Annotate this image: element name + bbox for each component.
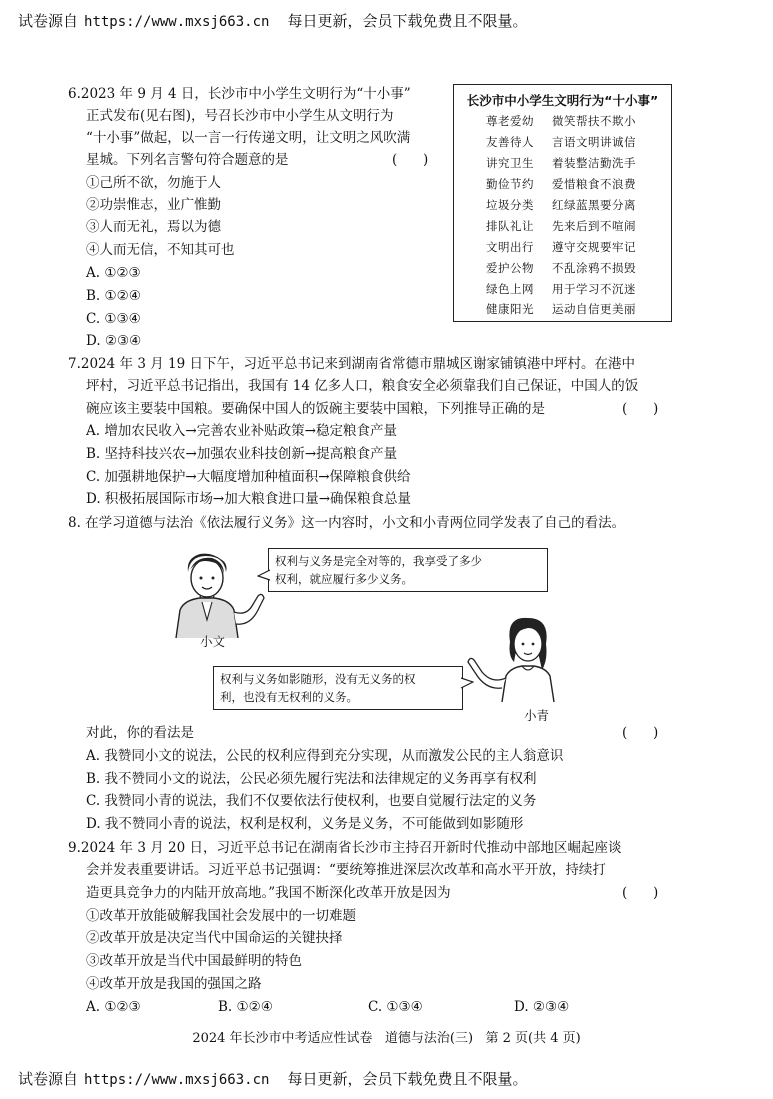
xiaoqing-bubble-tail	[460, 676, 474, 690]
box-row: 绿色上网 用于学习不沉迷	[486, 282, 636, 296]
q9-item-2: ②改革开放是决定当代中国命运的关键抉择	[86, 930, 343, 946]
q9-item-4: ④改革开放是我国的强国之路	[86, 976, 262, 992]
box-row: 勤俭节约 爱惜粮食不浪费	[486, 177, 636, 191]
xiaowen-name: 小文	[200, 634, 226, 649]
q6-item-4: ④人而无信，不知其可也	[86, 242, 235, 258]
xiaowen-speech-bubble	[268, 548, 548, 592]
q6-option-b[interactable]: B. ①②④	[86, 288, 141, 304]
q9-option-c[interactable]: C. ①③④	[368, 999, 423, 1015]
q6-option-c[interactable]: C. ①③④	[86, 311, 141, 327]
source-banner-top	[18, 10, 527, 31]
q9-option-d[interactable]: D. ②③④	[514, 999, 570, 1015]
q9-item-3: ③改革开放是当代中国最鲜明的特色	[86, 953, 302, 969]
q7-line-3: 碗应该主要装中国粮。要确保中国人的饭碗主要装中国粮，下列推导正确的是	[86, 401, 545, 417]
q8-option-c[interactable]: C. 我赞同小青的说法，我们不仅要依法行使权利，也要自觉履行法定的义务	[86, 793, 537, 809]
source-url[interactable]: https://www.mxsj663.cn	[84, 1072, 270, 1088]
q7-answer-paren[interactable]: ( )	[622, 401, 659, 417]
xiaoqing-bubble-line: 利，也没有无权利的义务。	[220, 690, 358, 704]
q9-line-2: 会并发表重要讲话。习近平总书记强调：“要统筹推进深层次改革和高水平开放，持续打	[86, 862, 606, 878]
xiaoqing-illustration	[462, 612, 577, 704]
box-row: 友善待人 言语文明讲诚信	[486, 135, 636, 149]
source-banner-bottom	[18, 1068, 527, 1089]
q9-option-a[interactable]: A. ①②③	[86, 999, 141, 1015]
q6-line-3: “十小事”做起，以一言一行传递文明，让文明之风吹满	[86, 130, 411, 146]
q6-item-2: ②功崇惟志，业广惟勤	[86, 197, 221, 213]
source-url[interactable]: https://www.mxsj663.cn	[84, 14, 270, 30]
q6-option-d[interactable]: D. ②③④	[86, 333, 142, 349]
q9-item-1: ①改革开放能破解我国社会发展中的一切难题	[86, 908, 356, 924]
q8-answer-paren[interactable]: ( )	[622, 725, 659, 741]
q6-answer-paren[interactable]: ( )	[392, 152, 429, 168]
q7-option-d[interactable]: D. 积极拓展国际市场→加大粮食进口量→确保粮食总量	[86, 491, 412, 507]
box-row: 尊老爱幼 微笑帮扶不欺小	[486, 114, 636, 128]
xiaowen-bubble-tail	[257, 568, 271, 582]
q7-line-1: 7.2024 年 3 月 19 日下午，习近平总书记来到湖南省常德市鼎城区谢家铺镇港中坪村。在港中	[68, 356, 635, 372]
xiaowen-bubble-line: 权利，就应履行多少义务。	[275, 572, 413, 586]
box-row: 文明出行 遵守交规要牢记	[486, 240, 636, 254]
box-title: 长沙市中小学生文明行为“十小事”	[466, 93, 659, 108]
q6-item-1: ①己所不欲，勿施于人	[86, 175, 221, 191]
ten-small-things-box	[453, 84, 672, 322]
q7-line-2: 坪村，习近平总书记指出，我国有 14 亿多人口，粮食安全必须靠我们自己保证，中国人的饭	[86, 378, 639, 394]
source-prefix: 试卷源自	[18, 12, 79, 30]
q6-option-a[interactable]: A. ①②③	[86, 265, 141, 281]
q8-option-a[interactable]: A. 我赞同小文的说法，公民的权利应得到充分实现，从而激发公民的主人翁意识	[86, 748, 564, 764]
q7-option-b[interactable]: B. 坚持科技兴农→加强农业科技创新→提高粮食产量	[86, 446, 398, 462]
xiaoqing-bubble-line: 权利与义务如影随形，没有无义务的权	[220, 672, 416, 686]
q6-line-4: 星城。下列名言警句符合题意的是	[86, 152, 289, 168]
xiaowen-illustration	[150, 550, 275, 640]
page-footer: 2024 年长沙市中考适应性试卷 道德与法治(三) 第 2 页(共 4 页)	[192, 1031, 581, 1046]
q8-intro: 8. 在学习道德与法治《依法履行义务》这一内容时，小文和小青两位同学发表了自己的看法。	[68, 515, 626, 531]
q6-line-1: 6.2023 年 9 月 4 日，长沙市中小学生文明行为“十小事”	[68, 86, 411, 102]
xiaowen-bubble-line: 权利与义务是完全对等的，我享受了多少	[275, 554, 482, 568]
box-row: 垃圾分类 红绿蓝黑要分离	[486, 198, 636, 212]
source-prefix: 试卷源自	[18, 1070, 79, 1088]
q7-option-a[interactable]: A. 增加农民收入→完善农业补贴政策→稳定粮食产量	[86, 423, 397, 439]
xiaoqing-name: 小青	[524, 708, 550, 723]
box-row: 讲究卫生 着装整洁勤洗手	[486, 156, 636, 170]
q8-option-d[interactable]: D. 我不赞同小青的说法，权利是权利，义务是义务，不可能做到如影随形	[86, 816, 524, 832]
box-row: 排队礼让 先来后到不喧闹	[486, 219, 636, 233]
q6-item-3: ③人而无礼，焉以为德	[86, 219, 221, 235]
box-row: 健康阳光 运动自信更美丽	[486, 302, 636, 316]
box-row: 爱护公物 不乱涂鸦不损毁	[486, 261, 636, 275]
q8-question: 对此，你的看法是	[86, 725, 194, 741]
xiaoqing-speech-bubble	[213, 666, 463, 710]
source-suffix: 每日更新，会员下载免费且不限量。	[287, 1070, 528, 1088]
q9-line-1: 9.2024 年 3 月 20 日，习近平总书记在湖南省长沙市主持召开新时代推动中部地区崛起座谈	[68, 840, 622, 856]
source-suffix: 每日更新，会员下载免费且不限量。	[287, 12, 528, 30]
q9-answer-paren[interactable]: ( )	[622, 885, 659, 901]
q7-option-c[interactable]: C. 加强耕地保护→大幅度增加种植面积→保障粮食供给	[86, 469, 411, 485]
q9-option-b[interactable]: B. ①②④	[218, 999, 273, 1015]
q9-line-3: 造更具竞争力的内陆开放高地。”我国不断深化改革开放是因为	[86, 885, 451, 901]
q6-line-2: 正式发布(见右图)，号召长沙市中小学生从文明行为	[86, 108, 394, 124]
q8-option-b[interactable]: B. 我不赞同小文的说法，公民必须先履行宪法和法律规定的义务再享有权利	[86, 771, 537, 787]
